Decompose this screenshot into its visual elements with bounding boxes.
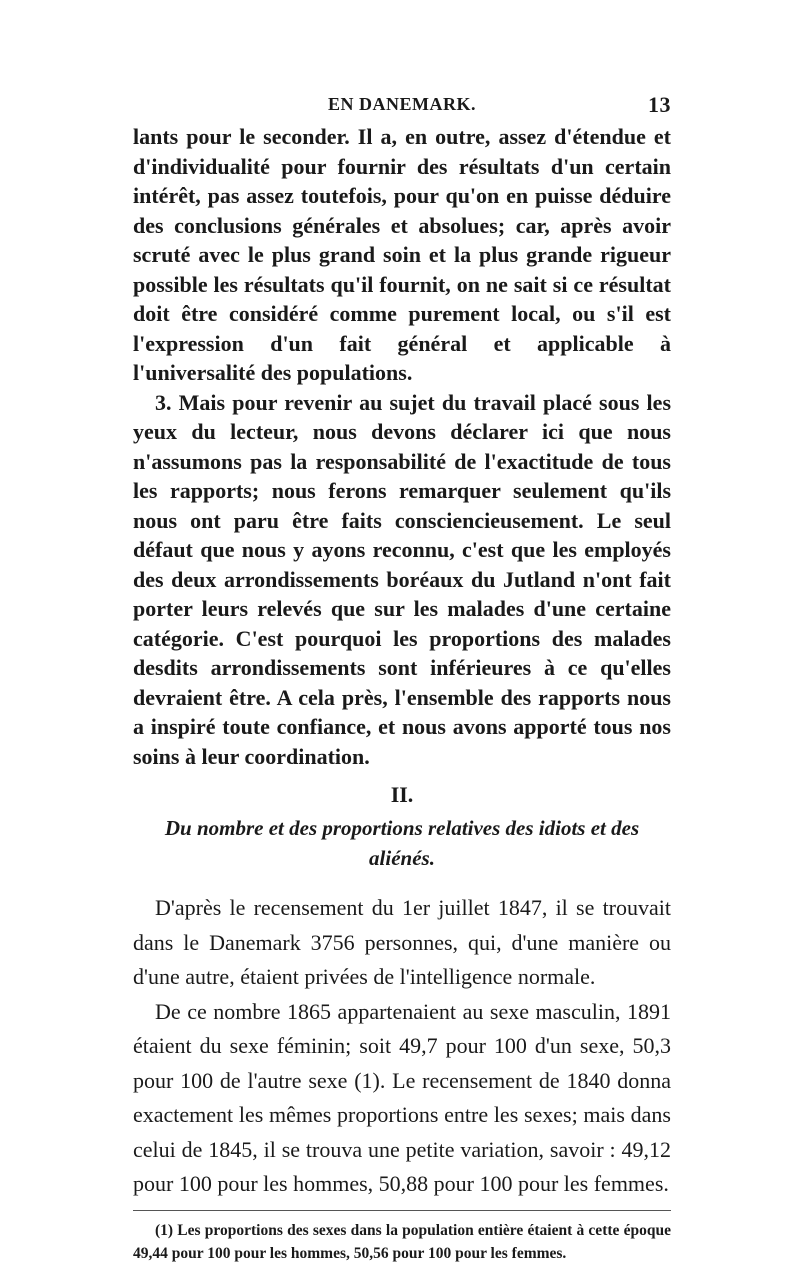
- paragraph-continuation: lants pour le seconder. Il a, en outre, assez d'étendue et d'individualité pour fournir des résultats d'un certain intérêt, pas assez toutefois, pour qu'on en puisse déduire des conclusions générales et absolues; car, après avoir scruté avec le plus grand soin et la plus grande rigueur possible les résultats qu'il fournit, on ne sait si ce résultat doit être considéré comme purement local, ou s'il est l'expression d'un fait général et applicable à l'universalité des populations.: [133, 124, 671, 385]
- footnote: (1) Les proportions des sexes dans la population entière étaient à cette époque 49,44 pour 100 pour les hommes, 50,56 pour 100 pour les femmes.: [133, 1221, 671, 1262]
- section-paragraph-2: De ce nombre 1865 appartenaient au sexe masculin, 1891 étaient du sexe féminin; soit 49,7 pour 100 d'un sexe, 50,3 pour 100 de l'autre sexe (1). Le recensement de 1840 donna exactement les mêmes proportions entre les sexes; mais dans celui de 1845, il se trouva une petite variation, savoir : 49,12 pour 100 pour les hommes, 50,88 pour 100 pour les femmes.: [133, 998, 671, 1196]
- running-head: [133, 90, 671, 122]
- section-number: II.: [390, 782, 414, 807]
- paragraph-3: 3. Mais pour revenir au sujet du travail placé sous les yeux du lecteur, nous devons déclarer ici que nous n'assumons pas la responsabilité de l'exactitude de tous les rapports; nous ferons remarquer seulement qu'ils nous ont paru être faits consciencieusement. Le seul défaut que nous y ayons reconnu, c'est que les employés des deux arrondissements boréaux du Jutland n'ont fait porter leurs relevés que sur les malades d'une certaine catégorie. C'est pourquoi les proportions des malades desdits arrondissements sont inférieures à ce qu'elles devraient être. A cela près, l'ensemble des rapports nous a inspiré toute confiance, et nous avons apporté tous nos soins à leur coordination.: [133, 389, 671, 769]
- section-body: [133, 891, 671, 1202]
- book-page: [133, 90, 671, 1265]
- page-number: 13: [648, 92, 671, 117]
- running-title: EN DANEMARK.: [328, 94, 476, 114]
- section-title: Du nombre et des proportions relatives des idiots et des aliénés.: [164, 816, 640, 870]
- footnote-rule: [133, 1210, 671, 1211]
- body-text: [133, 122, 671, 771]
- section-paragraph-1: D'après le recensement du 1er juillet 1847, il se trouvait dans le Danemark 3756 personnes, qui, d'une manière ou d'une autre, étaient privées de l'intelligence normale.: [133, 895, 671, 989]
